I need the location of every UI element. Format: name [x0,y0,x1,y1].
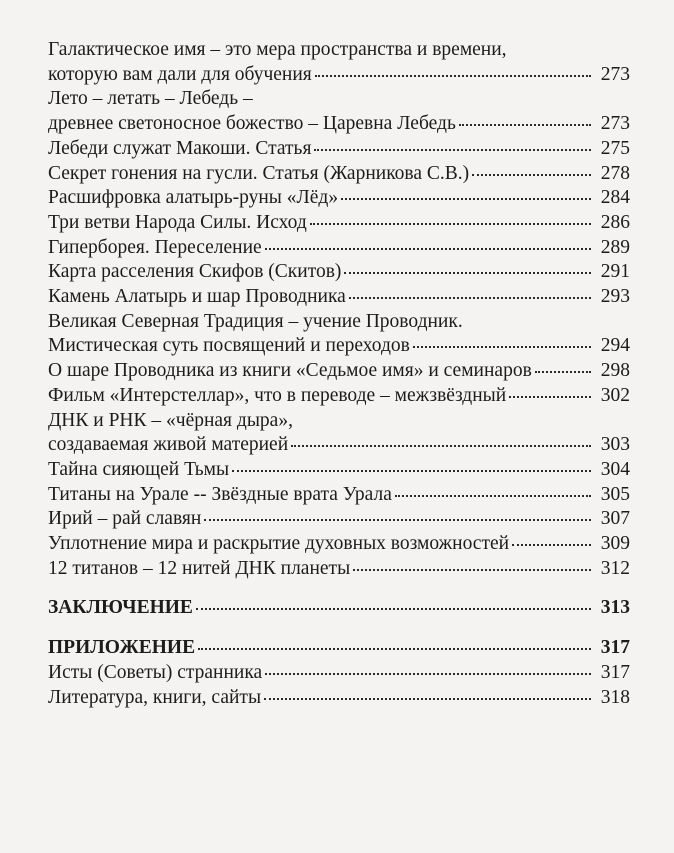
toc-page-number: 317 [600,661,630,683]
toc-entry [48,483,630,508]
toc-page-number: 289 [600,236,630,258]
toc-entry [48,310,630,359]
toc-entry-title: которую вам дали для обучения [48,63,312,85]
dot-leader [459,123,591,126]
toc-entry-row [48,532,630,557]
toc-entry-row [48,458,630,483]
toc-entry [48,686,630,711]
toc-entry-row [48,384,630,409]
toc-entry [48,409,630,458]
toc-entry-row [48,636,630,661]
toc-page-number: 293 [600,286,630,308]
dot-leader [413,345,591,348]
dot-leader [310,222,591,225]
toc-entry-title: Уплотнение мира и раскрытие духовных возможностей [48,533,510,555]
toc-entry-row [48,557,630,582]
toc-page-number: 291 [600,261,630,283]
toc-entry-row [48,334,630,359]
toc-entry-line: Лето – летать – Лебедь – [48,88,253,110]
toc-entry-row [48,260,630,285]
toc-entry-row [48,359,630,384]
toc-entry [48,285,630,310]
toc-entry-title: Исты (Советы) странника [48,661,263,683]
toc-entry-row [48,507,630,532]
toc-entry-title: Камень Алатырь и шар Проводника [48,286,346,308]
toc-entry [48,557,630,582]
toc-entry-title: Секрет гонения на гусли. Статья (Жарникова С.В.) [48,162,470,184]
toc-entry-row [48,483,630,508]
toc-entry-title: Три ветви Народа Силы. Исход [48,211,307,233]
toc-entry-title: Литература, книги, сайты [48,686,262,708]
dot-leader [265,672,591,675]
toc-entry [48,260,630,285]
toc-entry [48,186,630,211]
toc-entry-title: Карта расселения Скифов (Скитов) [48,261,342,283]
dot-leader [349,296,591,299]
toc-page-number: 294 [600,335,630,357]
toc-page-number: 286 [600,211,630,233]
toc-entry [48,661,630,686]
dot-leader [344,271,591,274]
toc-entry-row [48,661,630,686]
toc-entry-title: Гиперборея. Переселение [48,236,262,258]
toc-entry-title: Фильм «Интерстеллар», что в переводе – межзвёздный [48,384,507,406]
toc-page-number: 317 [600,637,630,659]
toc-entry [48,384,630,409]
toc-page-number: 313 [600,597,630,619]
toc-page-number: 284 [600,187,630,209]
toc-entry [48,636,630,661]
dot-leader [204,518,591,521]
toc-entry-line: Галактическое имя – это мера пространства и времени, [48,39,507,60]
toc-entry-row [48,112,630,137]
toc-page-number: 312 [600,557,630,579]
dot-leader [472,173,591,176]
toc-page-number: 307 [600,508,630,530]
toc-entry-title: 12 титанов – 12 нитей ДНК планеты [48,557,351,579]
toc-entry-title: Титаны на Урале -- Звёздные врата Урала [48,483,392,505]
toc-entry [48,38,630,87]
dot-leader [196,607,591,610]
toc-entry-title: Расшифровка алатырь-руны «Лёд» [48,187,339,209]
toc-entry-row [48,596,630,621]
dot-leader [264,697,591,700]
dot-leader [198,647,591,650]
toc-entry-line: Великая Северная Традиция – учение Проводник. [48,310,463,332]
toc-entry-row [48,63,630,88]
dot-leader [314,148,591,151]
toc-page-number: 273 [600,63,630,85]
dot-leader [353,568,591,571]
toc-entry-row [48,686,630,711]
toc-page-number: 275 [600,137,630,159]
toc-entry-title: Мистическая суть посвящений и переходов [48,335,410,357]
toc-entry-row [48,162,630,187]
toc-page-number: 318 [600,686,630,708]
toc-page-number: 303 [600,434,630,456]
toc-entry-row [48,137,630,162]
toc-entry-title: ПРИЛОЖЕНИЕ [48,637,196,659]
toc-page-number: 305 [600,483,630,505]
dot-leader [232,469,591,472]
toc-entry-row [48,236,630,261]
toc-entry-row [48,186,630,211]
toc-entry [48,359,630,384]
toc-entry [48,162,630,187]
dot-leader [535,370,591,373]
toc-entry [48,458,630,483]
toc-entry [48,137,630,162]
dot-leader [341,197,591,200]
toc-entry [48,87,630,136]
toc-entry-row [48,285,630,310]
toc-entry-row [48,433,630,458]
toc-entry-title: создаваемая живой материей [48,434,289,456]
toc-page-number: 304 [600,458,630,480]
toc-entry-title: Лебеди служат Макоши. Статья [48,137,312,159]
toc-page-number: 302 [600,384,630,406]
dot-leader [395,494,591,497]
toc-entry [48,507,630,532]
dot-leader [509,395,591,398]
toc-entry-line: ДНК и РНК – «чёрная дыра», [48,409,293,431]
toc-entry-title: Ирий – рай славян [48,508,202,530]
toc-entry [48,596,630,621]
toc-entry-title: О шаре Проводника из книги «Седьмое имя» и семинаров [48,360,532,382]
dot-leader [315,74,591,77]
toc-entry-title: древнее светоносное божество – Царевна Лебедь [48,113,456,135]
toc-entry [48,236,630,261]
dot-leader [265,247,591,250]
toc-entry [48,532,630,557]
dot-leader [291,444,591,447]
dot-leader [512,543,591,546]
toc-page-number: 278 [600,162,630,184]
toc-page-number: 273 [600,113,630,135]
toc-page-number: 309 [600,533,630,555]
toc-entry [48,211,630,236]
toc-entry-row [48,211,630,236]
table-of-contents [48,38,630,710]
toc-entry-title: Тайна сияющей Тьмы [48,458,230,480]
toc-page-number: 298 [600,360,630,382]
toc-entry-title: ЗАКЛЮЧЕНИЕ [48,597,193,619]
